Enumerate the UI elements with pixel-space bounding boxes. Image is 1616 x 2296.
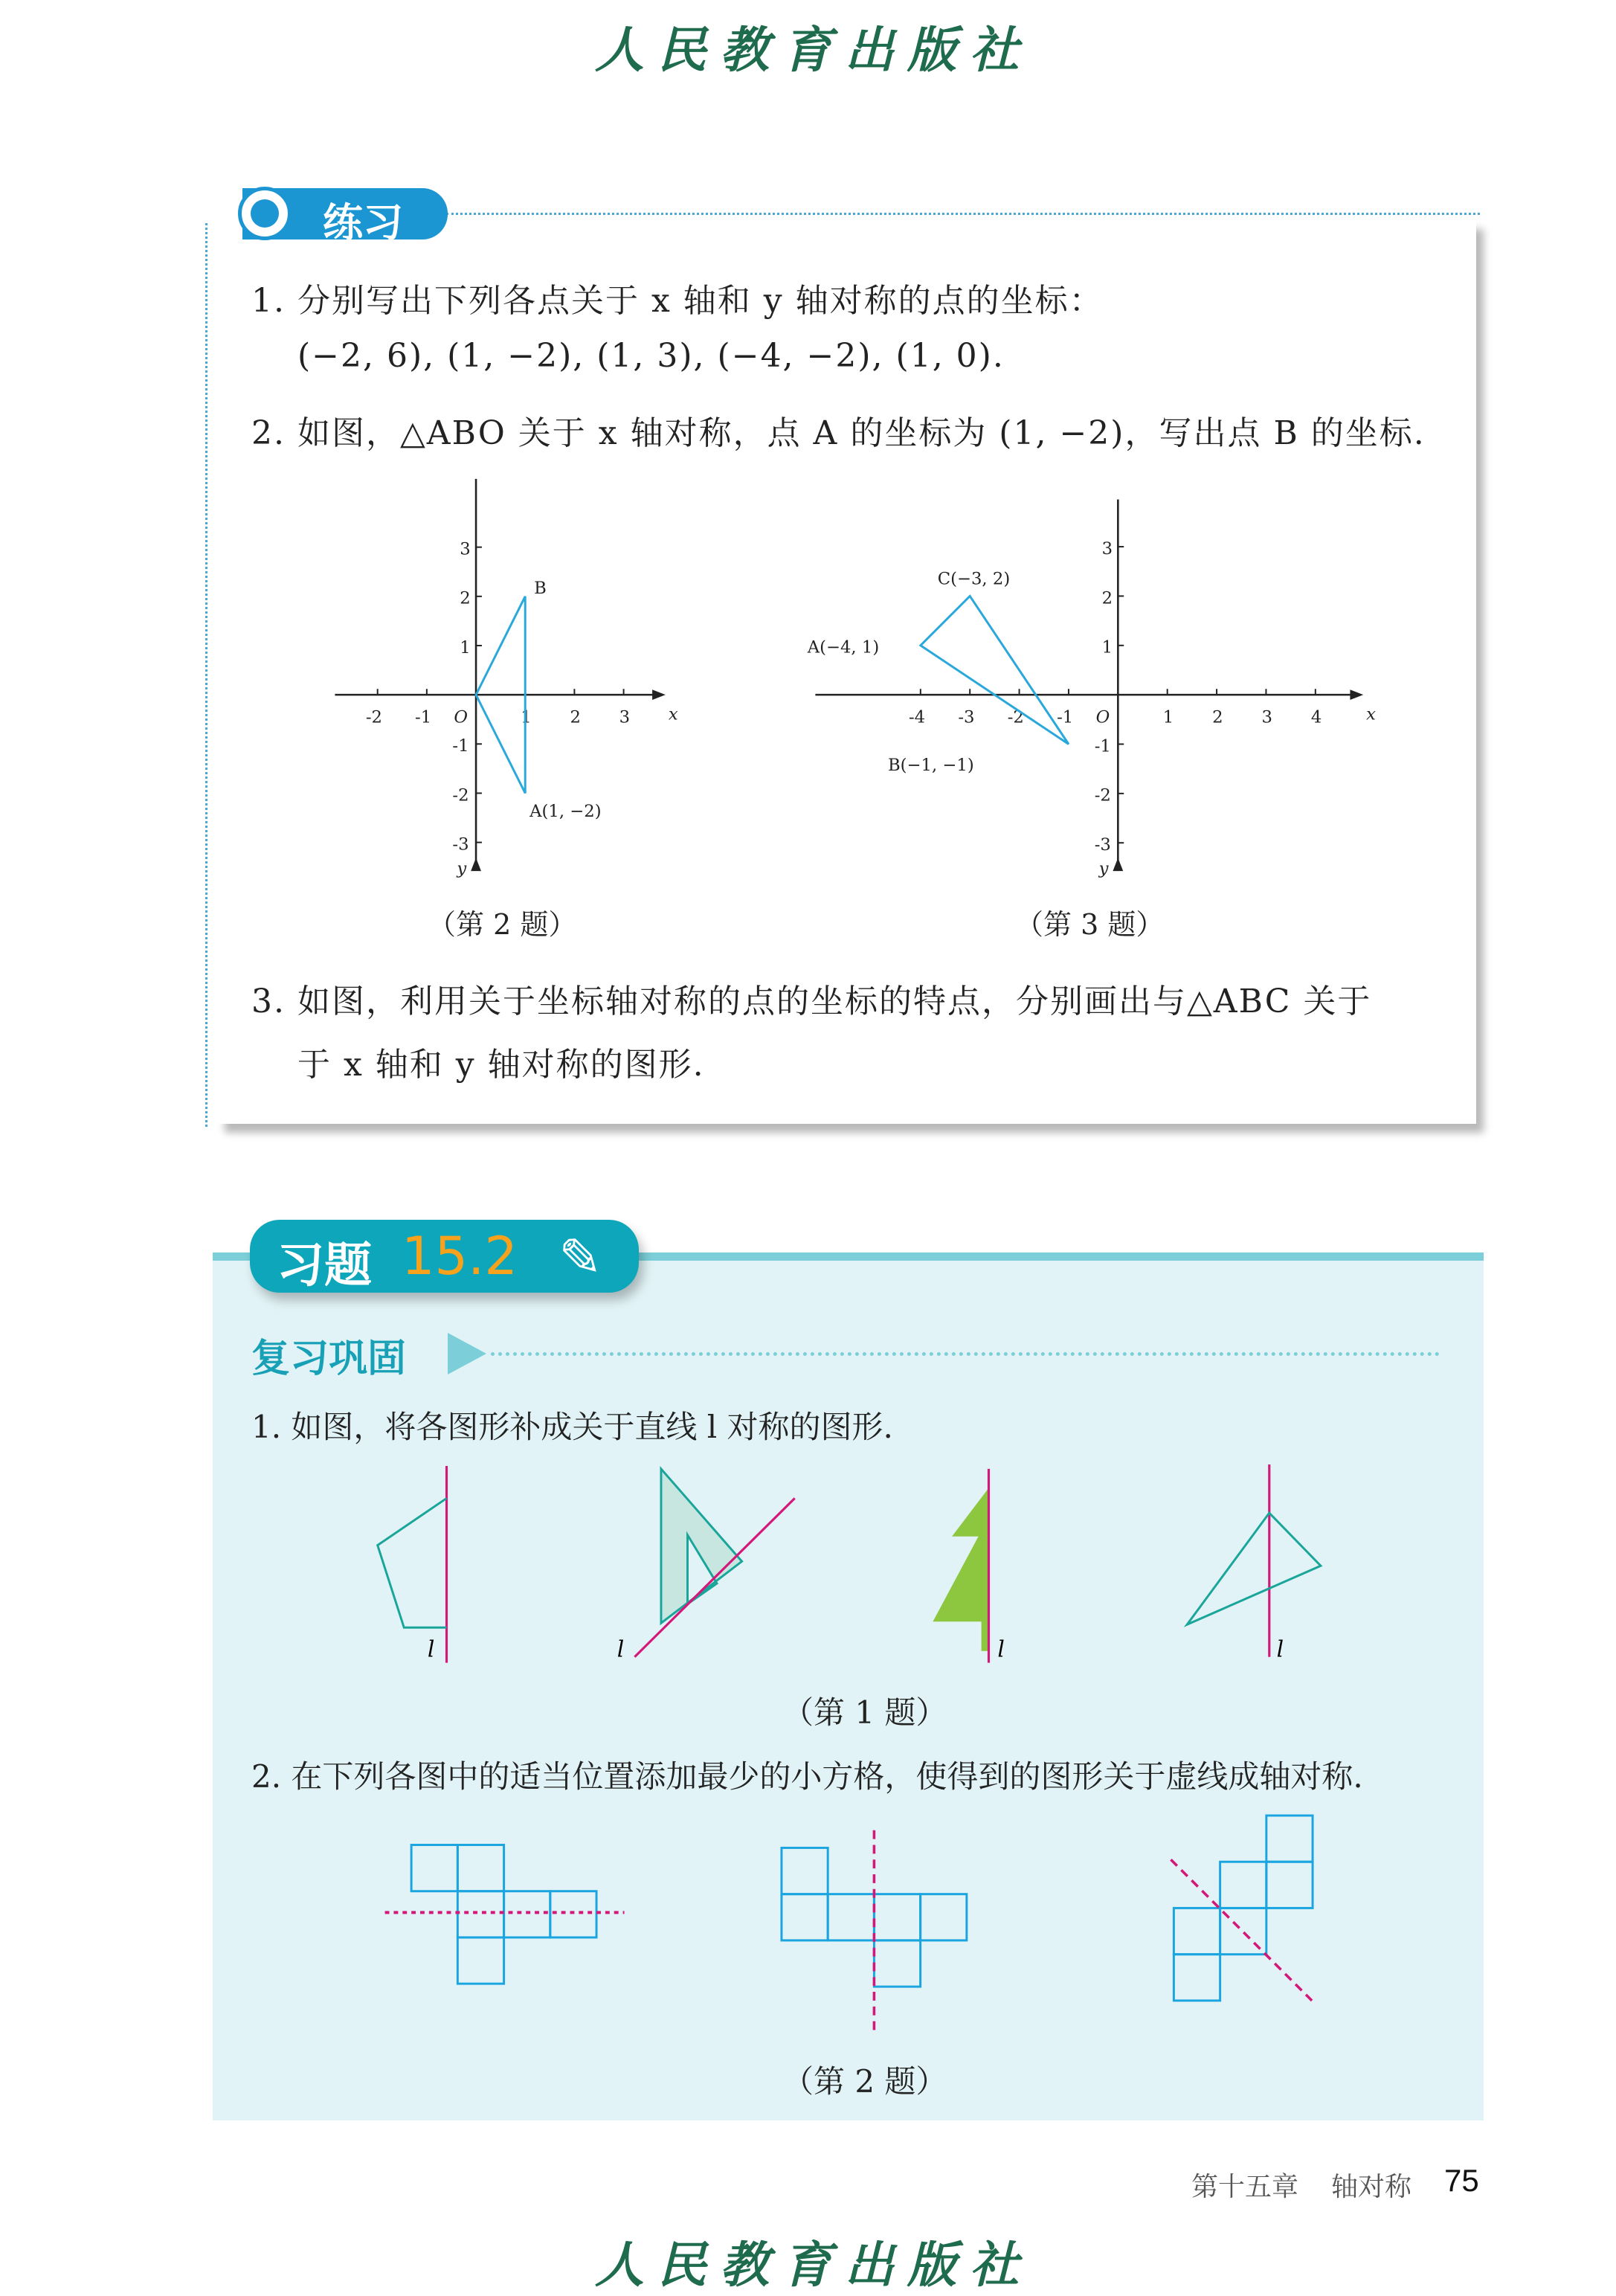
y-tick-label: 2: [1101, 588, 1113, 608]
grid-cell: [457, 1938, 503, 1984]
exercise-q3: 3. 如图，利用关于坐标轴对称的点的坐标的特点，分别画出与△ABC 关于: [251, 983, 1372, 1020]
y-tick-label: -3: [452, 835, 469, 855]
publisher-logo-top: 人民教育出版社: [595, 21, 1032, 79]
footer-chapter: 第十五章: [1191, 2172, 1299, 2202]
tree-half-shape: [933, 1488, 988, 1651]
pencil-icon: ✎: [558, 1227, 602, 1288]
point-label: A(−4, 1): [807, 637, 880, 657]
y-tick-label: 1: [460, 637, 471, 657]
x-tick-label: 1: [1162, 707, 1174, 727]
point-label: A(1, −2): [529, 802, 602, 822]
set-q1-caption: （第 1 题）: [782, 1694, 947, 1731]
grid-cell: [1266, 1862, 1313, 1908]
grid-cell: [782, 1848, 828, 1894]
y-tick-label: -1: [452, 736, 469, 756]
grid-cell: [828, 1894, 874, 1940]
grid-cell: [550, 1891, 596, 1938]
x-tick-label: -2: [1007, 707, 1024, 727]
fig3-caption: （第 3 题）: [1015, 908, 1165, 941]
set-q1-figures: [378, 1464, 1321, 1663]
x-axis-label: x: [668, 704, 678, 724]
exercise-q1-points: (−2, 6), (1, −2), (1, 3), (−4, −2), (1, 0).: [297, 337, 1005, 375]
grid-cell: [1266, 1816, 1313, 1862]
symmetry-diagonal-line: [1171, 1859, 1312, 2001]
publisher-logo-bottom: 人民教育出版社: [595, 2236, 1032, 2294]
page-number: 75: [1444, 2163, 1479, 2198]
x-axis-label: x: [1366, 704, 1376, 724]
set-square-shape: [661, 1469, 742, 1623]
exercise-q2: 2. 如图，△ABO 关于 x 轴对称，点 A 的坐标为 (1, −2)，写出点 B 的坐标.: [251, 414, 1426, 452]
x-tick-label: -3: [958, 707, 975, 727]
exercise-set-q2: 2. 在下列各图中的适当位置添加最少的小方格，使得到的图形关于虚线成轴对称.: [251, 1758, 1363, 1795]
y-axis-arrow: [1113, 858, 1123, 871]
grid-cell: [411, 1845, 457, 1891]
x-tick-label: 3: [619, 707, 631, 727]
x-tick-label: -1: [415, 707, 432, 727]
point-label: B: [534, 578, 547, 598]
x-tick-label: 4: [1310, 707, 1322, 727]
y-tick-label: -3: [1094, 835, 1111, 855]
footer-title: 轴对称: [1331, 2172, 1412, 2202]
y-axis-label: y: [1098, 859, 1109, 879]
y-tick-label: -2: [452, 785, 469, 805]
exercise-set-number: 15.2: [402, 1226, 518, 1287]
fig2-caption: （第 2 题）: [428, 908, 577, 941]
y-axis-arrow: [471, 858, 481, 871]
grid-cell: [874, 1940, 920, 1987]
x-tick-label: -4: [909, 707, 926, 727]
exercise-set-q1: 1. 如图，将各图形补成关于直线 l 对称的图形.: [251, 1409, 893, 1445]
grid-cell: [504, 1891, 550, 1938]
line-label: l: [427, 1636, 435, 1662]
set-q2-grids: [385, 1816, 1313, 2030]
y-axis-label: y: [457, 859, 467, 879]
grid-cell: [1174, 1955, 1220, 2001]
grid-cell: [1220, 1862, 1266, 1908]
x-tick-label: 1: [521, 707, 532, 727]
triangle: [921, 596, 1069, 744]
x-tick-label: 3: [1261, 707, 1272, 727]
exercise-q1: 1. 分别写出下列各点关于 x 轴和 y 轴对称的点的坐标：: [251, 282, 1104, 320]
exercise-q3-cont: 于 x 轴和 y 轴对称的图形.: [297, 1046, 705, 1084]
fig3-coordinate-plot: [807, 499, 1376, 878]
line-label: l: [1276, 1636, 1284, 1662]
point-label: C(−3, 2): [937, 569, 1011, 589]
y-tick-label: -1: [1094, 736, 1111, 756]
x-tick-label: -1: [1057, 707, 1074, 727]
y-tick-label: 2: [460, 588, 471, 608]
y-tick-label: -2: [1094, 785, 1111, 805]
exercise-set-title: 习题: [277, 1238, 372, 1293]
grid-cell: [782, 1894, 828, 1940]
point-label: B(−1, −1): [887, 756, 974, 776]
grid-cell: [874, 1894, 920, 1940]
x-axis-arrow: [1350, 689, 1363, 700]
grid-cell: [1174, 1908, 1220, 1954]
line-label: l: [617, 1636, 625, 1662]
origin-label: O: [454, 707, 469, 727]
subsection-title: 复习巩固: [251, 1337, 407, 1381]
symmetry-line-2: [634, 1498, 794, 1656]
fig2-coordinate-plot: [335, 479, 677, 878]
x-axis-arrow: [652, 689, 666, 700]
x-tick-label: 2: [570, 707, 581, 727]
triangle-shape: [1187, 1513, 1321, 1624]
grid-cell: [457, 1891, 503, 1938]
grid-cell: [457, 1845, 503, 1891]
y-tick-label: 1: [1101, 637, 1113, 657]
pentagon-half-shape: [378, 1498, 447, 1627]
x-tick-label: 2: [1212, 707, 1223, 727]
grid-cell: [921, 1894, 967, 1940]
exercise-badge-label: 练习: [323, 199, 403, 246]
x-tick-label: -2: [365, 707, 383, 727]
y-tick-label: 3: [1101, 538, 1113, 559]
y-tick-label: 3: [460, 539, 471, 559]
set-q2-caption: （第 2 题）: [782, 2063, 947, 2100]
line-label: l: [997, 1636, 1005, 1662]
origin-label: O: [1095, 707, 1110, 727]
